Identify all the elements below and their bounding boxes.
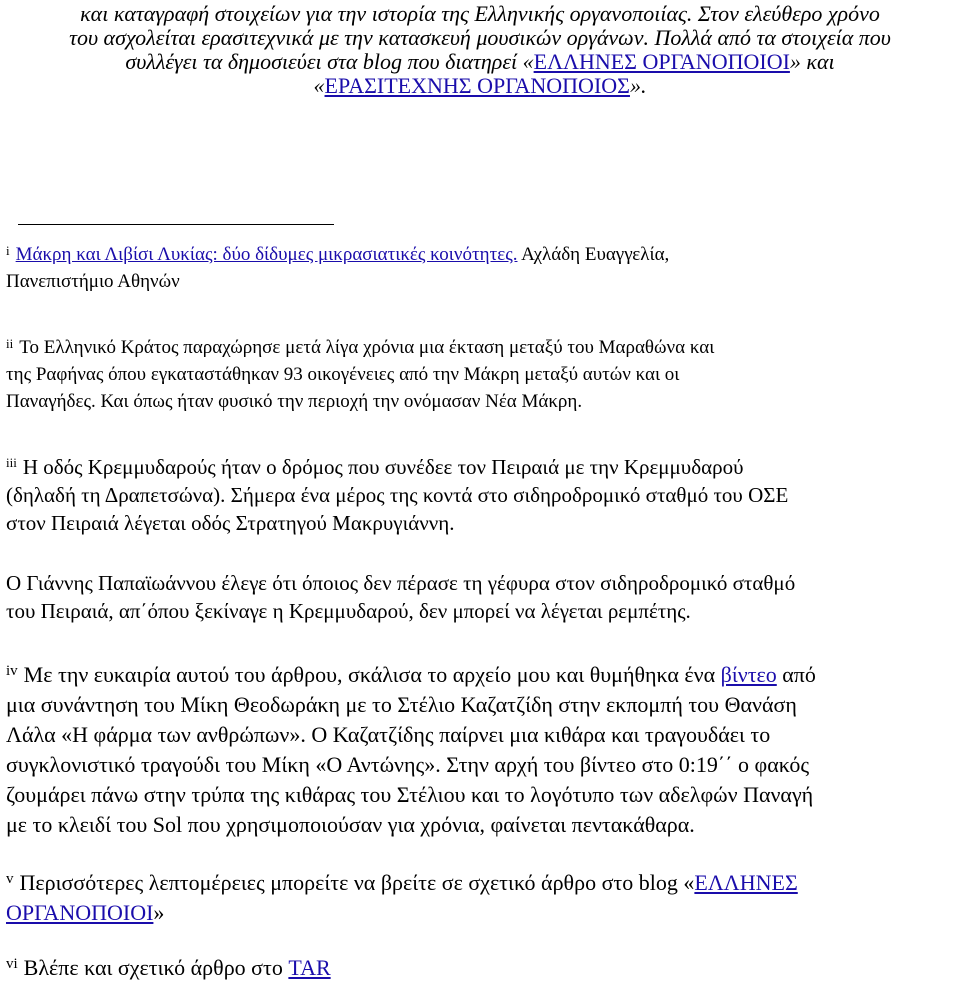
footnote-marker: iv bbox=[6, 663, 18, 679]
footnote-iii-line-1 bbox=[6, 453, 946, 481]
intro-line-1: και καταγραφή στοιχείων για την ιστορία της Ελληνικής οργανοποιίας. Στον ελεύθερο χρόνο bbox=[80, 1, 880, 26]
footnote-ii-line-3: Παναγήδες. Και όπως ήταν φυσικό την περιοχή την ονόμασαν Νέα Μάκρη. bbox=[6, 391, 583, 412]
footnote-ii bbox=[6, 334, 946, 415]
footnote-v-line-1 bbox=[6, 868, 946, 898]
footnote-vi-text: Βλέπε και σχετικό άρθρο στο bbox=[23, 955, 289, 980]
intro-line-3 bbox=[0, 50, 960, 74]
intro-line-3-tail: » και bbox=[789, 49, 835, 74]
footnote-iii-text-1: Η οδός Κρεμμυδαρούς ήταν ο δρόμος που συνέδεε τον Πειραιά με την Κρεμμυδαρού bbox=[22, 455, 744, 479]
intro-line-4-tail: ». bbox=[629, 73, 647, 98]
footnote-marker: ii bbox=[6, 336, 14, 351]
footnote-iv-line-2: μια συνάντηση του Μίκη Θεοδωράκη με το Στέλιο Καζατζίδη στην εκπομπή του Θανάση bbox=[6, 692, 797, 717]
footnote-i bbox=[6, 241, 946, 295]
footnote-vi-line-1 bbox=[6, 953, 946, 983]
intro-paragraph bbox=[0, 2, 960, 98]
footnote-iv-line-5: ζουμάρει πάνω στην τρύπα της κιθάρας του Στέλιου και το λογότυπο των αδελφών Παναγή bbox=[6, 782, 814, 807]
footnote-iv-line-6: με το κλειδί του Sol που χρησιμοποιούσαν για χρόνια, φαίνεται πεντακάθαρα. bbox=[6, 812, 695, 837]
intro-line-3-text: συλλέγει τα δημοσιεύει στα blog που διατηρεί « bbox=[125, 49, 534, 74]
footnote-separator bbox=[18, 224, 334, 225]
footnote-iii-para2-line-1: Ο Γιάννης Παπαϊωάννου έλεγε ότι όποιος δεν πέρασε τη γέφυρα στον σιδηροδρομικό σταθμό bbox=[6, 571, 796, 595]
footnote-iv bbox=[6, 660, 946, 840]
footnote-iii bbox=[6, 453, 946, 537]
footnote-marker: vi bbox=[6, 956, 18, 972]
link-tar[interactable]: TAR bbox=[288, 955, 331, 980]
link-makri-livisi[interactable]: Μάκρη και Λιβίσι Λυκίας: δύο δίδυμες μικρασιατικές κοινότητες. bbox=[15, 244, 518, 265]
footnote-v-line-2 bbox=[6, 898, 946, 928]
link-ellines-organopoioi[interactable]: ΕΛΛΗΝΕΣ ΟΡΓΑΝΟΠΟΙΟΙ bbox=[533, 49, 790, 74]
footnote-ii-line-2: της Ραφήνας όπου εγκαταστάθηκαν 93 οικογένειες από την Μάκρη μεταξύ αυτών και οι bbox=[6, 364, 680, 385]
footnote-ii-line-1 bbox=[6, 334, 946, 361]
link-organopoioi-part-2[interactable]: ΟΡΓΑΝΟΠΟΙΟΙ bbox=[6, 900, 154, 925]
footnote-iii-para2-line-2: του Πειραιά, απ΄όπου ξεκίναγε η Κρεμμυδαρού, δεν μπορεί να λέγεται ρεμπέτης. bbox=[6, 599, 691, 623]
footnote-v bbox=[6, 868, 946, 928]
footnote-i-author: Αχλάδη Ευαγγελία, bbox=[517, 244, 670, 265]
footnote-iv-line-1 bbox=[6, 660, 946, 690]
link-erasitexnis-organopoios[interactable]: ΕΡΑΣΙΤΕΧΝΗΣ ΟΡΓΑΝΟΠΟΙΟΣ bbox=[324, 73, 630, 98]
footnote-v-tail: » bbox=[153, 900, 165, 925]
footnote-i-line-2: Πανεπιστήμιο Αθηνών bbox=[6, 271, 180, 292]
footnote-i-line-1 bbox=[6, 241, 946, 268]
footnote-iii-line-3: στον Πειραιά λέγεται οδός Στρατηγού Μακρυγιάννη. bbox=[6, 511, 455, 535]
footnote-iv-line-3: Λάλα «Η φάρμα των ανθρώπων». Ο Καζατζίδης παίρνει μια κιθάρα και τραγουδάει το bbox=[6, 722, 771, 747]
footnote-iii-line-2: (δηλαδή τη Δραπετσώνα). Σήμερα ένα μέρος της κοντά στο σιδηροδρομικό σταθμό του ΟΣΕ bbox=[6, 483, 789, 507]
footnote-marker: i bbox=[6, 243, 10, 258]
footnote-ii-text-1: Το Ελληνικό Κράτος παραχώρησε μετά λίγα χρόνια μια έκταση μεταξύ του Μαραθώνα και bbox=[19, 337, 715, 358]
footnote-iv-text-1: Με την ευκαιρία αυτού του άρθρου, σκάλισα το αρχείο μου και θυμήθηκα ένα bbox=[23, 662, 721, 687]
footnote-iv-text-1-tail: από bbox=[776, 662, 816, 687]
link-ellines-part-1[interactable]: ΕΛΛΗΝΕΣ bbox=[694, 870, 798, 895]
footnote-iv-line-4: συγκλονιστικό τραγούδι του Μίκη «Ο Αντώνης». Στην αρχή του βίντεο στο 0:19΄΄ ο φακός bbox=[6, 752, 810, 777]
footnote-iii-paragraph-2 bbox=[6, 569, 946, 625]
footnote-marker: iii bbox=[6, 455, 17, 470]
footnote-marker: v bbox=[6, 871, 14, 887]
footnote-v-text-1: Περισσότερες λεπτομέρειες μπορείτε να βρείτε σε σχετικό άρθρο στο blog « bbox=[19, 870, 695, 895]
link-video[interactable]: βίντεο bbox=[720, 662, 777, 687]
intro-line-4-text: « bbox=[313, 73, 325, 98]
intro-line-4 bbox=[0, 74, 960, 98]
footnote-vi bbox=[6, 953, 946, 983]
intro-line-2: του ασχολείται ερασιτεχνικά με την κατασκευή μουσικών οργάνων. Πολλά από τα στοιχεία που bbox=[69, 25, 891, 50]
